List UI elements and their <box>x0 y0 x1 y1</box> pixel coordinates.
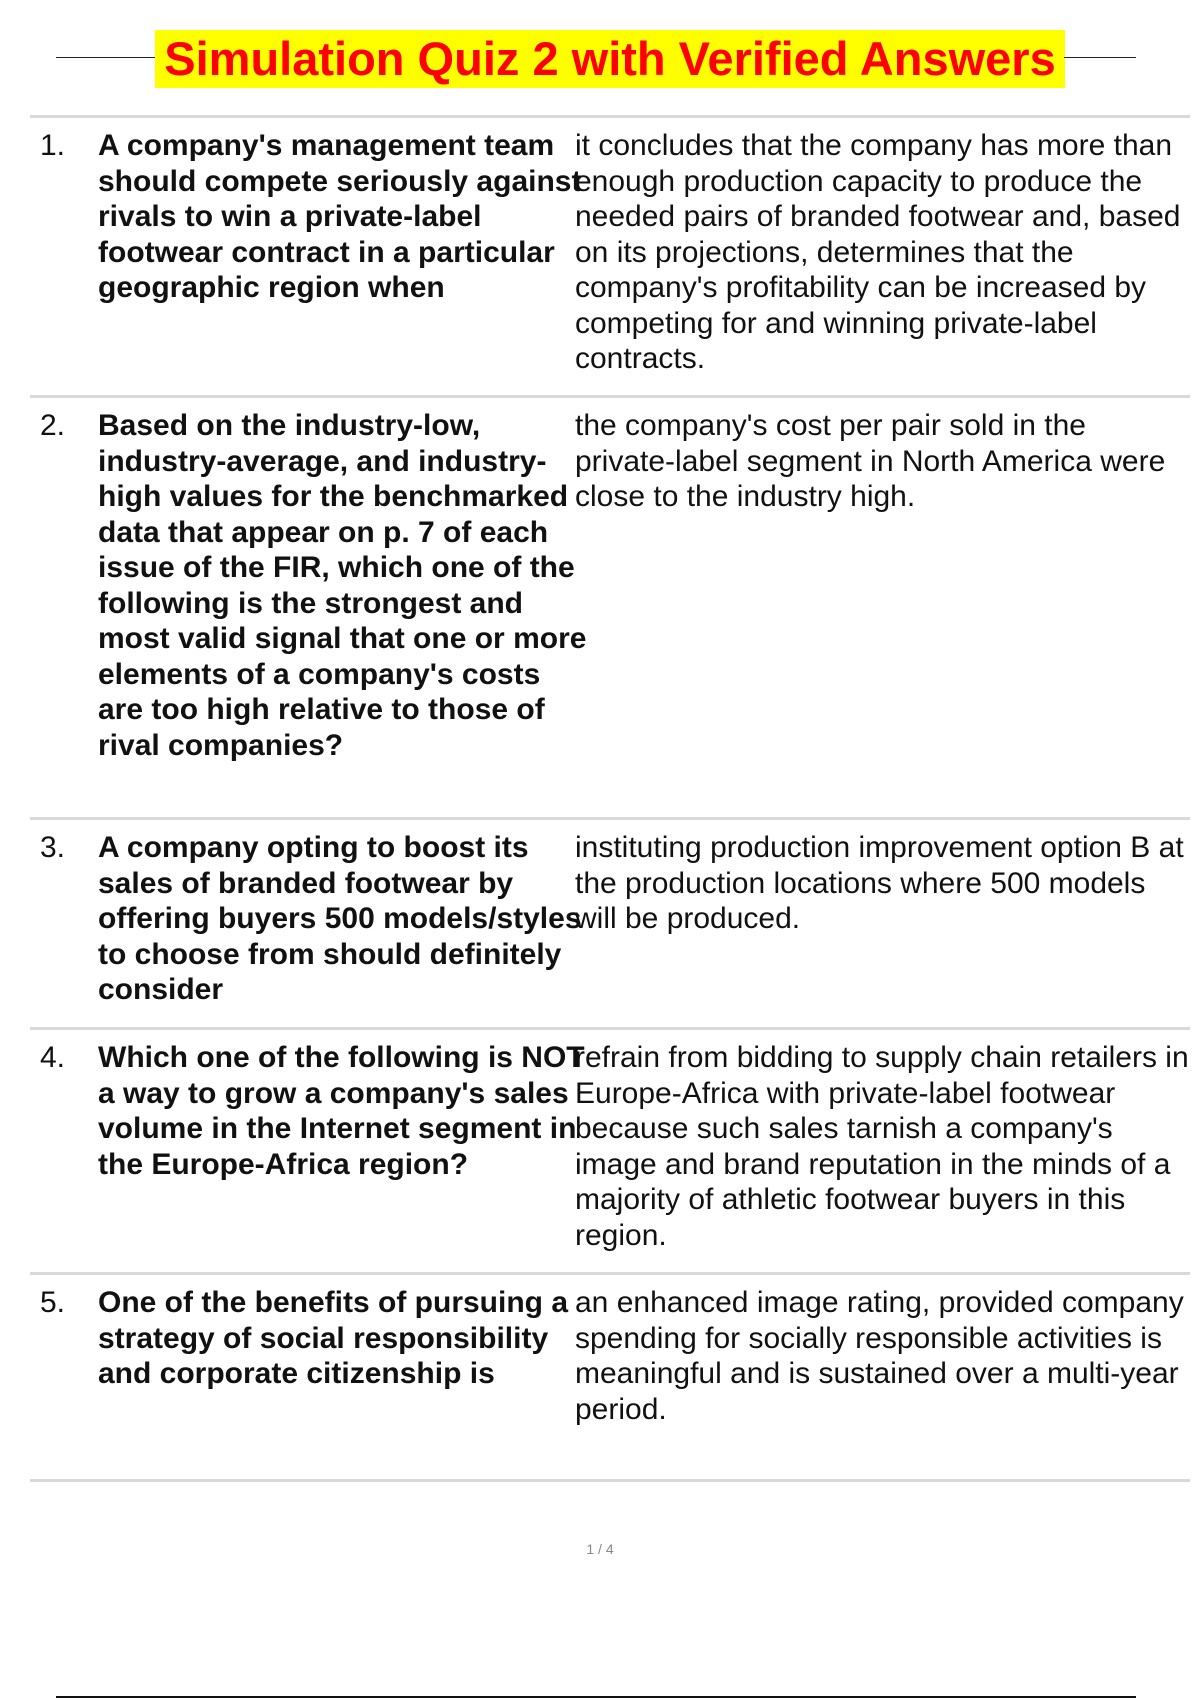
page-title: Simulation Quiz 2 with Verified Answers <box>155 30 1065 88</box>
title-bar <box>0 30 1200 92</box>
qa-row <box>30 395 1190 817</box>
answer-text: refrain from bidding to supply chain retailers in Europe-Africa with private-label footwear because such sales tarnish a company's image and brand reputation in the minds of a majority of athletic footwear buyers in this region. <box>575 1041 1189 1252</box>
title-rule-right <box>1064 57 1136 58</box>
question-text: Based on the industry-low, industry-average, and industry-high values for the benchmarked data that appear on p. 7 of each issue of the FIR, which one of the following is the strongest and most valid signal that one or more elements of a company's costs are too high relative to those of rival companies? <box>98 409 587 762</box>
question-text: A company's management team should compete seriously against rivals to win a private-label footwear contract in a particular geographic region when <box>98 129 582 304</box>
footer-rule <box>56 1696 1136 1698</box>
qa-row <box>30 1272 1190 1482</box>
question-text: A company opting to boost its sales of branded footwear by offering buyers 500 models/styles to choose from should definitely consider <box>98 831 582 1006</box>
answer-text <box>575 1285 1190 1427</box>
question-number: 4. <box>40 1041 66 1074</box>
question-number: 5. <box>40 1286 66 1319</box>
title-rule-left <box>56 57 156 58</box>
answer-text: the company's cost per pair sold in the private-label segment in North America were close to the industry high. <box>575 409 1166 513</box>
question-number: 3. <box>40 831 66 864</box>
question-number: 2. <box>40 409 66 442</box>
qa-table <box>30 115 1190 1482</box>
answer-text: instituting production improvement option B at the production locations where 500 models will be produced. <box>575 831 1184 935</box>
qa-row <box>30 115 1190 395</box>
question-text: Which one of the following is NOT a way to grow a company's sales volume in the Internet segment in the Europe-Africa region? <box>98 1041 585 1181</box>
answer-text-continued: meaningful and is sustained over a multi-year period. <box>575 1357 1179 1426</box>
question-number: 1. <box>40 129 66 162</box>
question-text: One of the benefits of pursuing a strategy of social responsibility and corporate citizenship is <box>98 1286 569 1390</box>
answer-text-part: an enhanced image rating, provided company spending for socially responsible activities is <box>575 1286 1184 1355</box>
answer-text: it concludes that the company has more than enough production capacity to produce the needed pairs of branded footwear and, based on its projections, determines that the company's profitability can be increased by competing for and winning private-label contracts. <box>575 129 1181 375</box>
qa-row <box>30 1027 1190 1272</box>
page-indicator: 1 / 4 <box>586 1541 614 1557</box>
qa-row <box>30 817 1190 1027</box>
